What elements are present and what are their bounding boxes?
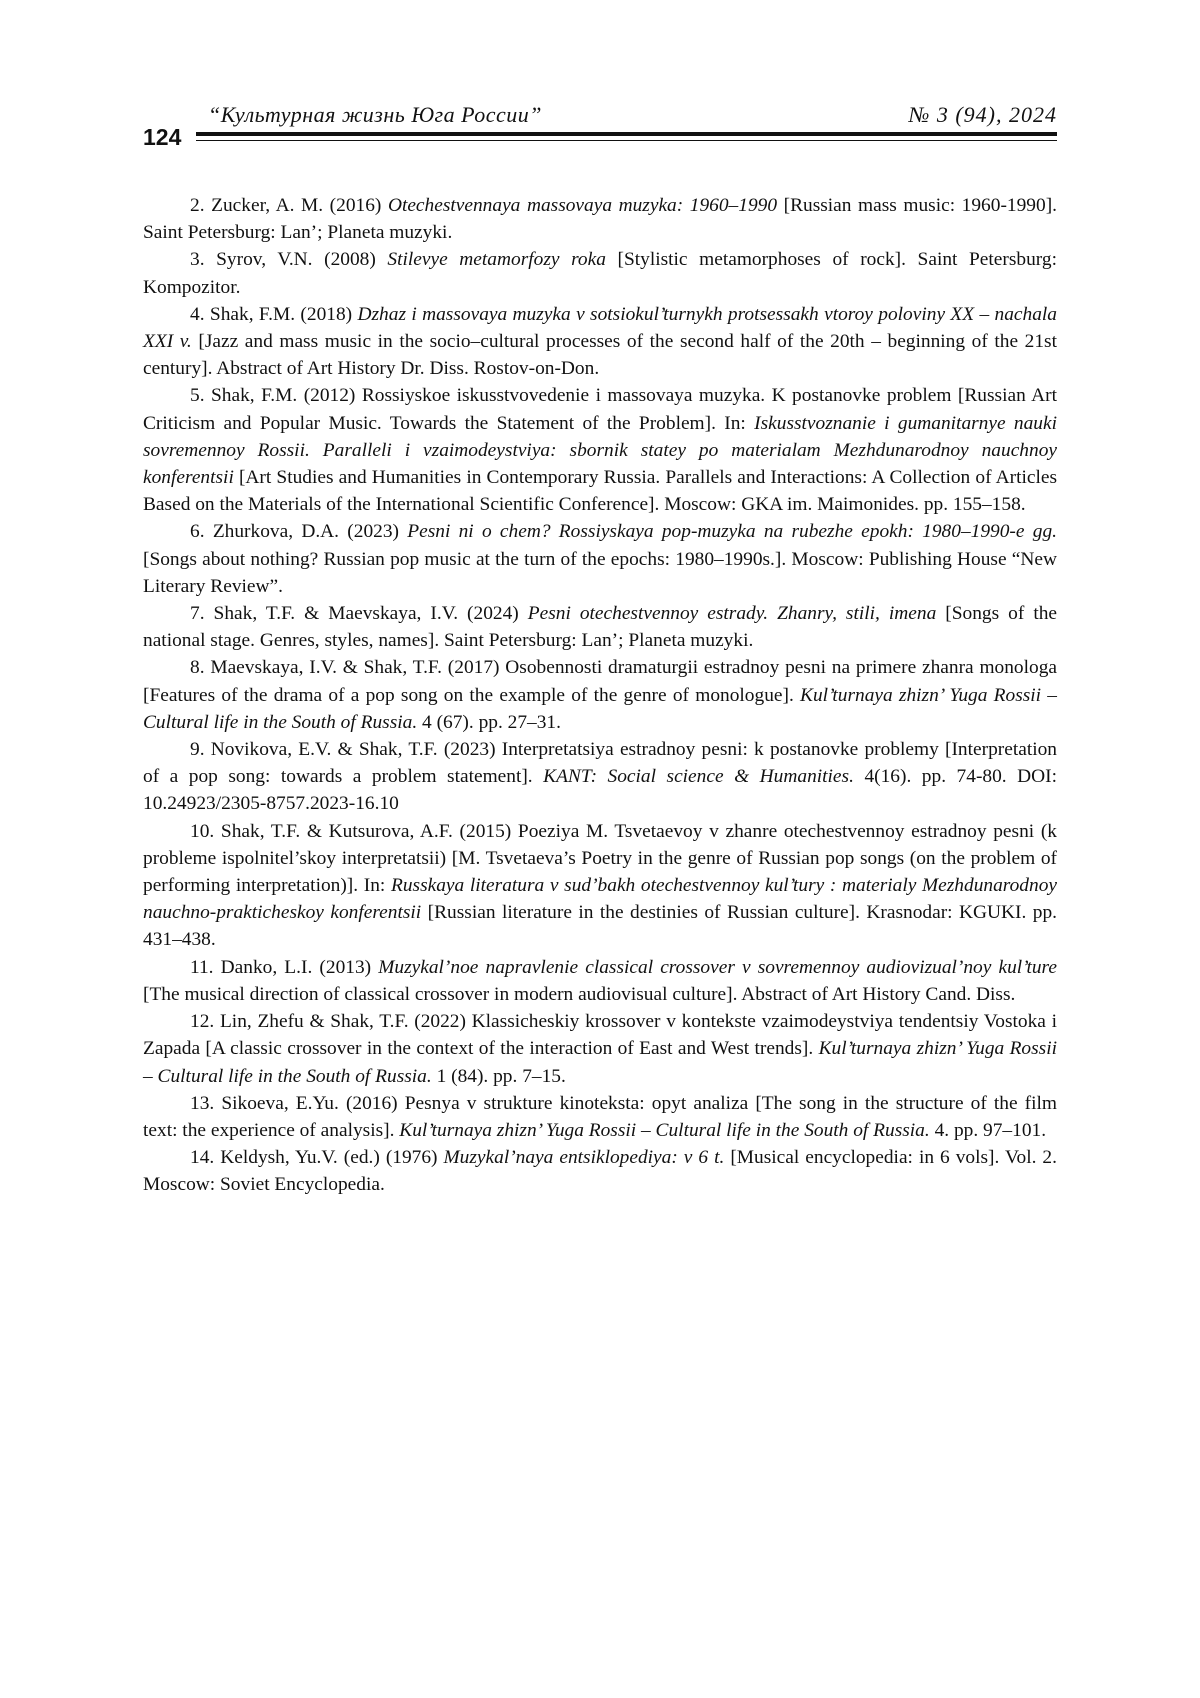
reference-entry [143, 518, 1057, 600]
reference-text: Keldysh, Yu.V. (ed.) (1976) [214, 1147, 444, 1169]
reference-title: Iskusstvoznanie i gumanitarnye nauki sovremennoy Rossii. Paralleli i vzaimodeystviya: sbornik statey po materialam Mezhdunarodnoy nauchnoy konferentsii [143, 412, 1057, 489]
reference-entry [143, 736, 1057, 818]
reference-entry [143, 192, 1057, 246]
reference-number: 4. [190, 303, 205, 325]
reference-text: Danko, L.I. (2013) [213, 956, 379, 978]
reference-text: 4(16). pp. 74-80. DOI: 10.24923/2305-8757.2023-16.10 [143, 766, 1057, 815]
reference-text: 1 (84). pp. 7–15. [431, 1065, 566, 1087]
reference-number: 11. [190, 956, 214, 978]
reference-entry [143, 1090, 1057, 1144]
reference-entry [143, 1008, 1057, 1090]
reference-number: 10. [190, 820, 215, 842]
reference-entry [143, 654, 1057, 736]
reference-text: Lin, Zhefu & Shak, T.F. (2022) Klassicheskiy krossover v kontekste vzaimodeystviya tendentsiy Vostoka i Zapada [A classic crossover in the context of the interaction of East and West trends]. [143, 1011, 1057, 1060]
reference-text: Shak, F.M. (2018) [204, 303, 358, 325]
reference-title: KANT: Social science & Humanities. [543, 766, 854, 788]
reference-text: 4 (67). pp. 27–31. [417, 711, 561, 733]
reference-number: 5. [190, 385, 205, 407]
reference-number: 7. [190, 603, 205, 625]
reference-title: Kul’turnaya zhizn’ Yuga Rossii – Cultural life in the South of Russia. [143, 684, 1057, 733]
reference-text: [The musical direction of classical crossover in modern audiovisual culture]. Abstract of Art History Cand. Diss. [143, 983, 1016, 1005]
reference-entry [143, 301, 1057, 383]
reference-text: Shak, T.F. & Kutsurova, A.F. (2015) Poeziya M. Tsvetaevoy v zhanre otechestvennoy estradnoy pesni (k probleme ispolnitel’skoy interpretatsii) [M. Tsvetaeva’s Poetry in the genre of Russian pop songs (on the problem of performing interpretation)]. In: [143, 820, 1057, 897]
reference-text: [Musical encyclopedia: in 6 vols]. Vol. 2. Moscow: Soviet Encyclopedia. [143, 1147, 1057, 1196]
reference-title: Dzhaz i massovaya muzyka v sotsiokul’turnykh protsessakh vtoroy poloviny XX – nachala XXI v. [143, 303, 1057, 353]
reference-text: Shak, F.M. (2012) Rossiyskoe iskusstvovedenie i massovaya muzyka. K postanovke problem [Russian Art Criticism and Popular Music. Towards the Statement of the Problem]. In: [143, 385, 1057, 434]
reference-entry [143, 382, 1057, 518]
reference-entry [143, 246, 1057, 300]
reference-title: Muzykal’noe napravlenie classical crossover v sovremennoy audiovizual’noy kul’ture [378, 956, 1057, 978]
reference-title: Muzykal’naya entsiklopediya: v 6 t. [443, 1147, 725, 1169]
reference-text: Maevskaya, I.V. & Shak, T.F. (2017) Osobennosti dramaturgii estradnoy pesni na primere zhanra monologa [Features of the drama of a pop song on the example of the genre of monologue]. [143, 657, 1057, 706]
reference-entry [143, 818, 1057, 954]
reference-number: 12. [190, 1011, 215, 1033]
reference-entry [143, 600, 1057, 654]
journal-title: “Культурная жизнь Юга России” [208, 102, 543, 127]
reference-text: Novikova, E.V. & Shak, T.F. (2023) Interpretatsiya estradnoy pesni: k postanovke problemy [Interpretation of a pop song: towards a problem statement]. [143, 739, 1057, 788]
reference-text: [Songs of the national stage. Genres, styles, names]. Saint Petersburg: Lan’; Planeta muzyki. [143, 603, 1058, 652]
reference-number: 2. [190, 195, 205, 216]
reference-title: Pesni ni o chem? Rossiyskaya pop-muzyka na rubezhe epokh: 1980–1990-e gg. [407, 521, 1057, 543]
reference-number: 9. [190, 739, 205, 761]
reference-text: [Stylistic metamorphoses of rock]. Saint Petersburg: Kompozitor. [143, 249, 1057, 298]
reference-text: Zhurkova, D.A. (2023) [204, 521, 408, 543]
issue-number: № 3 (94), 2024 [908, 102, 1057, 127]
reference-title: Pesni otechestvennoy estrady. Zhanry, stili, imena [527, 603, 937, 625]
reference-number: 14. [190, 1147, 215, 1169]
reference-text: [Art Studies and Humanities in Contemporary Russia. Parallels and Interactions: A Collection of Articles Based on the Materials of the International Scientific Conference]. Moscow: GKA im. Maimonides. pp. 155–158. [143, 467, 1057, 516]
reference-text: [Songs about nothing? Russian pop music at the turn of the epochs: 1980–1990s.]. Moscow: Publishing House “New Literary Review”. [143, 548, 1057, 597]
reference-number: 8. [190, 657, 205, 679]
page-number: 124 [143, 124, 182, 150]
reference-text: 4. pp. 97–101. [929, 1119, 1047, 1141]
reference-text: Shak, T.F. & Maevskaya, I.V. (2024) [204, 603, 528, 625]
reference-entry [143, 954, 1057, 1008]
reference-text: [Russian mass music: 1960-1990]. Saint Petersburg: Lan’; Planeta muzyki. [143, 195, 1057, 244]
reference-text: [Jazz and mass music in the socio–cultural processes of the second half of the 20th – beginning of the 21st century]. Abstract of Art History Dr. Diss. Rostov-on-Don. [143, 331, 1057, 380]
reference-list [143, 192, 1057, 1199]
reference-text: Syrov, V.N. (2008) [204, 249, 388, 271]
reference-title: Kul’turnaya zhizn’ Yuga Rossii – Cultural life in the South of Russia. [399, 1119, 930, 1141]
reference-number: 6. [190, 521, 205, 543]
reference-number: 13. [190, 1092, 215, 1114]
reference-number: 3. [190, 249, 205, 271]
reference-title: Otechestvennaya massovaya muzyka: 1960–1990 [387, 195, 778, 216]
reference-title: Kul’turnaya zhizn’ Yuga Rossii – Cultural life in the South of Russia. [143, 1038, 1057, 1087]
reference-entry [143, 1144, 1057, 1198]
reference-title: Stilevye metamorfozy roka [387, 249, 606, 271]
header-rule-thin [196, 140, 1057, 141]
reference-text: Sikoeva, E.Yu. (2016) Pesnya v strukture kinoteksta: opyt analiza [The song in the structure of the film text: the experience of analysis]. [143, 1092, 1057, 1141]
reference-text: [Russian literature in the destinies of Russian culture]. Krasnodar: KGUKI. pp. 431–438. [143, 902, 1058, 951]
header-rule-thick [196, 132, 1057, 136]
reference-title: Russkaya literatura v sud’bakh otechestvennoy kul’tury : materialy Mezhdunarodnoy nauchno-prakticheskoy konferentsii [143, 875, 1057, 924]
reference-text: Zucker, A. M. (2016) [204, 195, 388, 216]
